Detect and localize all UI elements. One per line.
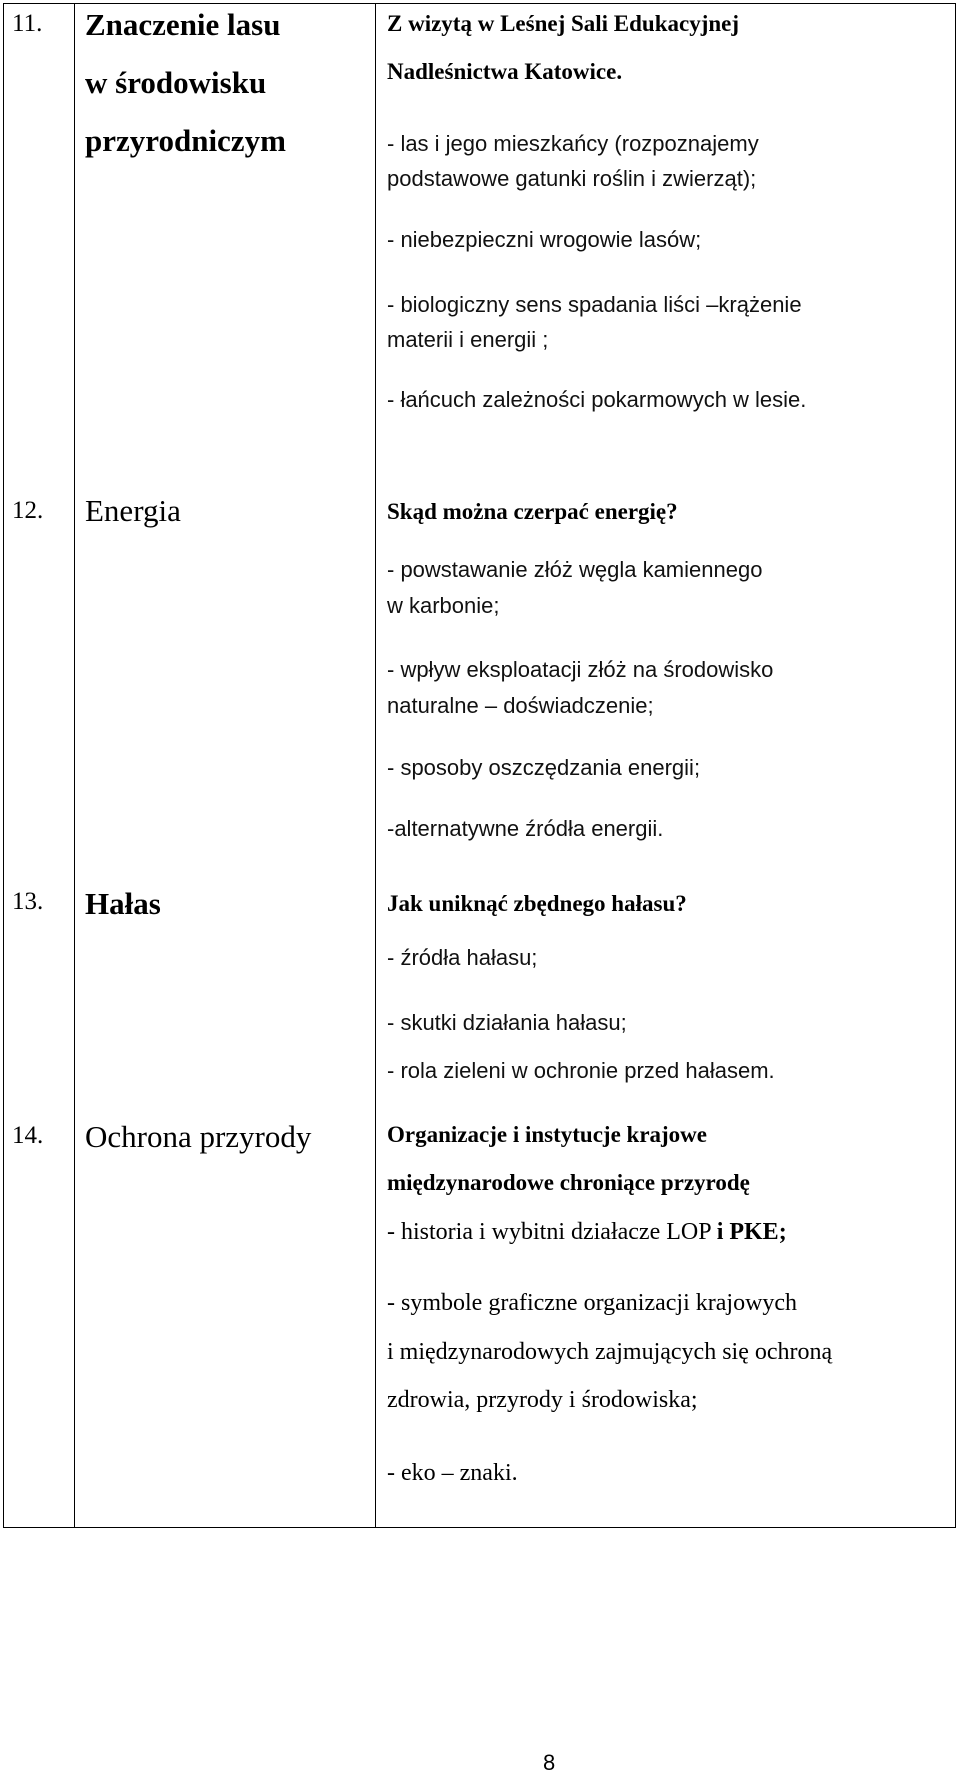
row-topic-line: w środowisku — [85, 65, 267, 100]
row-topic-line: Energia — [85, 493, 181, 528]
row-number: 11. — [12, 10, 43, 37]
list-item: - niebezpieczni wrogowie lasów; — [387, 227, 702, 252]
row-topic-line: Hałas — [85, 886, 161, 921]
list-item: - historia i wybitni działacze LOP i PKE; — [387, 1219, 787, 1245]
row-topic-line: Ochrona przyrody — [85, 1119, 312, 1154]
row-number: 12. — [12, 497, 44, 524]
list-item: zdrowia, przyrody i środowiska; — [387, 1387, 698, 1413]
list-item: - sposoby oszczędzania energii; — [387, 755, 701, 780]
list-item: - skutki działania hałasu; — [387, 1010, 627, 1035]
row-heading: Jak uniknąć zbędnego hałasu? — [387, 891, 687, 916]
list-item: -alternatywne źródła energii. — [387, 816, 664, 841]
list-item: podstawowe gatunki roślin i zwierząt); — [387, 166, 757, 191]
row-number: 13. — [12, 888, 44, 915]
list-item: - łańcuch zależności pokarmowych w lesie. — [387, 387, 807, 412]
list-item: - symbole graficzne organizacji krajowych — [387, 1290, 798, 1316]
list-item: naturalne – doświadczenie; — [387, 693, 654, 718]
list-item: - rola zieleni w ochronie przed hałasem. — [387, 1058, 775, 1083]
list-item: - biologiczny sens spadania liści –krążenie — [387, 292, 802, 317]
list-item: - eko – znaki. — [387, 1460, 518, 1486]
row-topic-line: przyrodniczym — [85, 123, 286, 158]
row-topic-line: Znaczenie lasu — [85, 7, 281, 42]
row-heading: Nadleśnictwa Katowice. — [387, 59, 623, 84]
page-number: 8 — [543, 1750, 556, 1775]
list-item: i międzynarodowych zajmujących się ochroną — [387, 1339, 833, 1365]
list-item: - las i jego mieszkańcy (rozpoznajemy — [387, 131, 759, 156]
row-number: 14. — [12, 1122, 44, 1149]
list-item: - wpływ eksploatacji złóż na środowisko — [387, 657, 774, 682]
row-heading: Organizacje i instytucje krajowe — [387, 1122, 708, 1147]
column-divider-1 — [74, 4, 75, 1527]
column-divider-2 — [375, 4, 376, 1527]
row-heading: Z wizytą w Leśnej Sali Edukacyjnej — [387, 11, 740, 36]
row-heading: międzynarodowe chroniące przyrodę — [387, 1170, 750, 1195]
list-item: - powstawanie złóż węgla kamiennego — [387, 557, 763, 582]
list-item: materii i energii ; — [387, 327, 549, 352]
list-item: - źródła hałasu; — [387, 945, 538, 970]
list-item: w karbonie; — [387, 593, 500, 618]
row-heading: Skąd można czerpać energię? — [387, 499, 678, 524]
